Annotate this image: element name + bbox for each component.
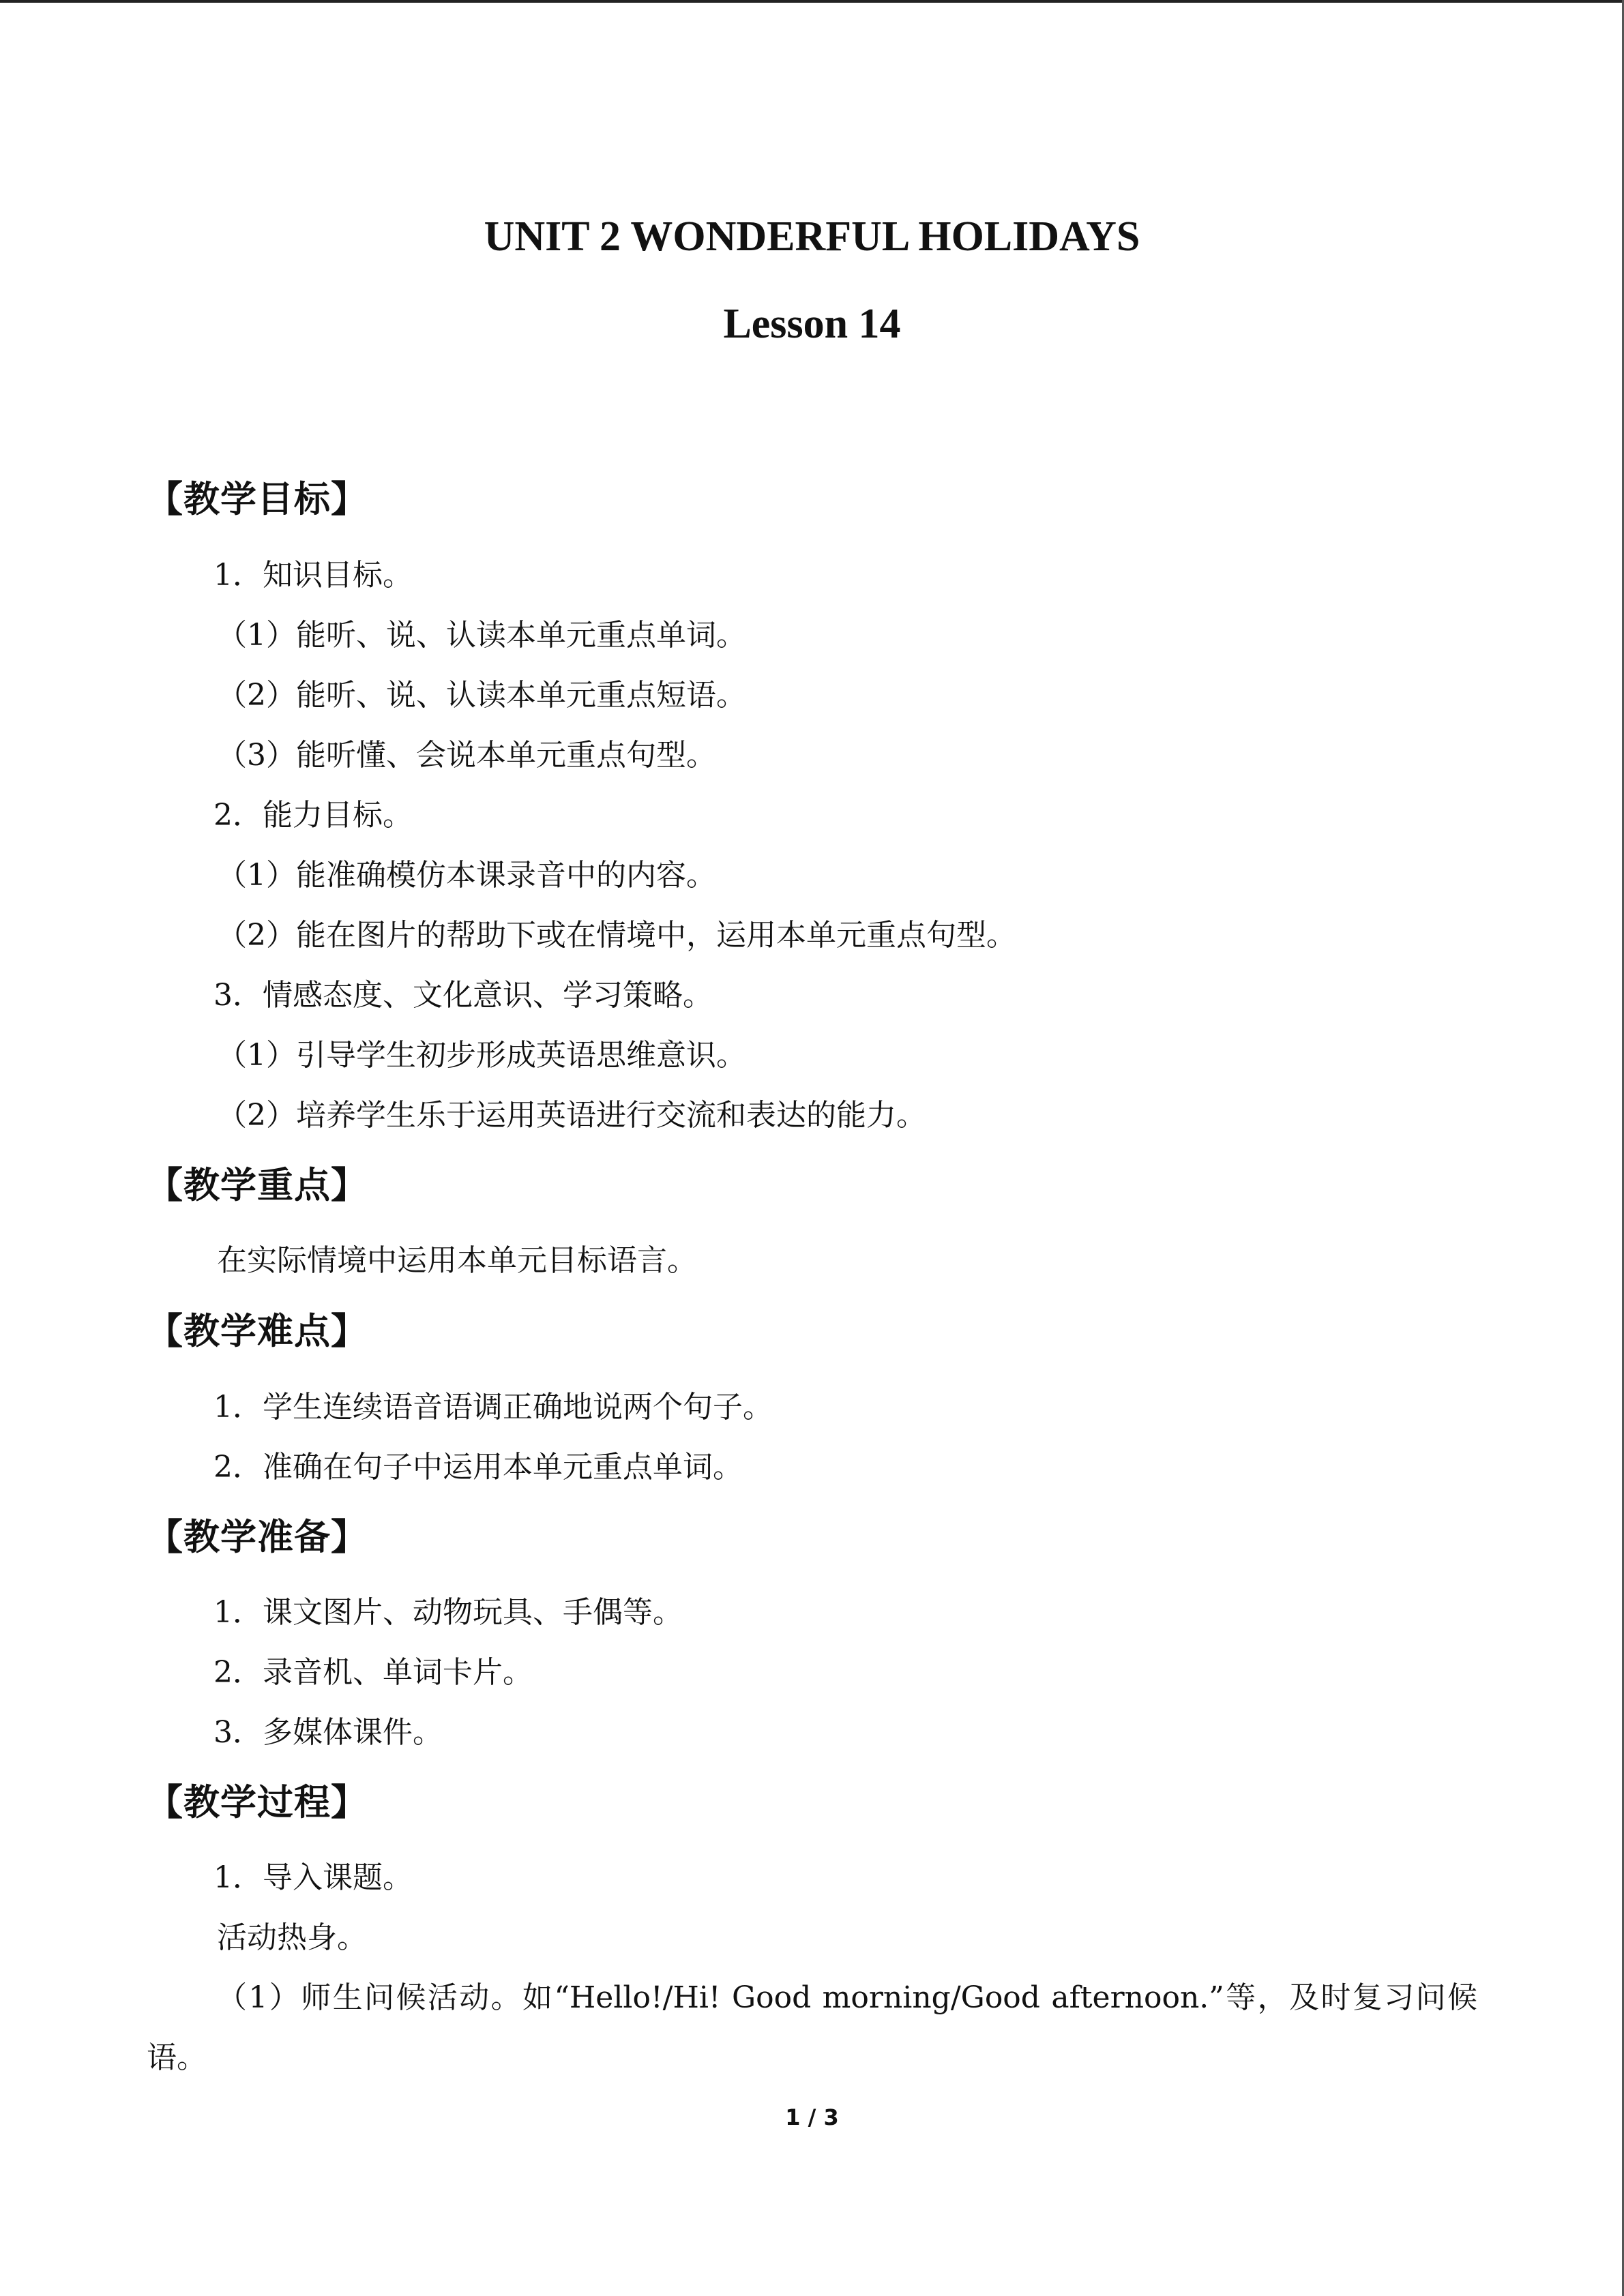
objective-line: （3）能听懂、会说本单元重点句型。	[217, 738, 716, 773]
section-heading-process: 【教学过程】	[147, 1782, 368, 1823]
objective-line: （1）能准确模仿本课录音中的内容。	[217, 858, 716, 893]
objective-line: 2．能力目标。	[213, 798, 413, 833]
objective-line: 1．知识目标。	[213, 558, 413, 593]
process-line: 1．导入课题。	[213, 1860, 413, 1895]
page-number: 1 / 3	[785, 2104, 839, 2130]
objective-line: （1）引导学生初步形成英语思维意识。	[217, 1038, 746, 1073]
difficulty-line: 1．学生连续语音语调正确地说两个句子。	[213, 1390, 773, 1425]
process-line: 活动热身。	[217, 1920, 367, 1955]
section-heading-objectives: 【教学目标】	[147, 479, 368, 520]
objective-line: （1）能听、说、认读本单元重点单词。	[217, 618, 746, 653]
difficulty-line: 2．准确在句子中运用本单元重点单词。	[213, 1450, 743, 1485]
key-point-line: 在实际情境中运用本单元目标语言。	[217, 1243, 697, 1278]
objective-line: （2）培养学生乐于运用英语进行交流和表达的能力。	[217, 1098, 926, 1133]
document-subtitle: Lesson 14	[723, 301, 901, 347]
preparation-line: 3．多媒体课件。	[213, 1715, 443, 1750]
process-line: （1）师生问候活动。如“Hello!/Hi! Good morning/Good afternoon.”等，及时复习问候	[217, 1980, 1477, 2015]
section-heading-key-points: 【教学重点】	[147, 1165, 368, 1206]
preparation-line: 2．录音机、单词卡片。	[213, 1655, 533, 1690]
section-heading-difficulties: 【教学难点】	[147, 1311, 368, 1352]
section-heading-preparation: 【教学准备】	[147, 1517, 368, 1558]
document-title: UNIT 2 WONDERFUL HOLIDAYS	[484, 213, 1140, 260]
objective-line: （2）能听、说、认读本单元重点短语。	[217, 678, 746, 713]
process-line-continuation: 语。	[147, 2040, 207, 2075]
page-top-border	[0, 0, 1624, 3]
preparation-line: 1．课文图片、动物玩具、手偶等。	[213, 1595, 683, 1630]
objective-line: 3．情感态度、文化意识、学习策略。	[213, 978, 713, 1013]
objective-line: （2）能在图片的帮助下或在情境中，运用本单元重点句型。	[217, 918, 1016, 953]
